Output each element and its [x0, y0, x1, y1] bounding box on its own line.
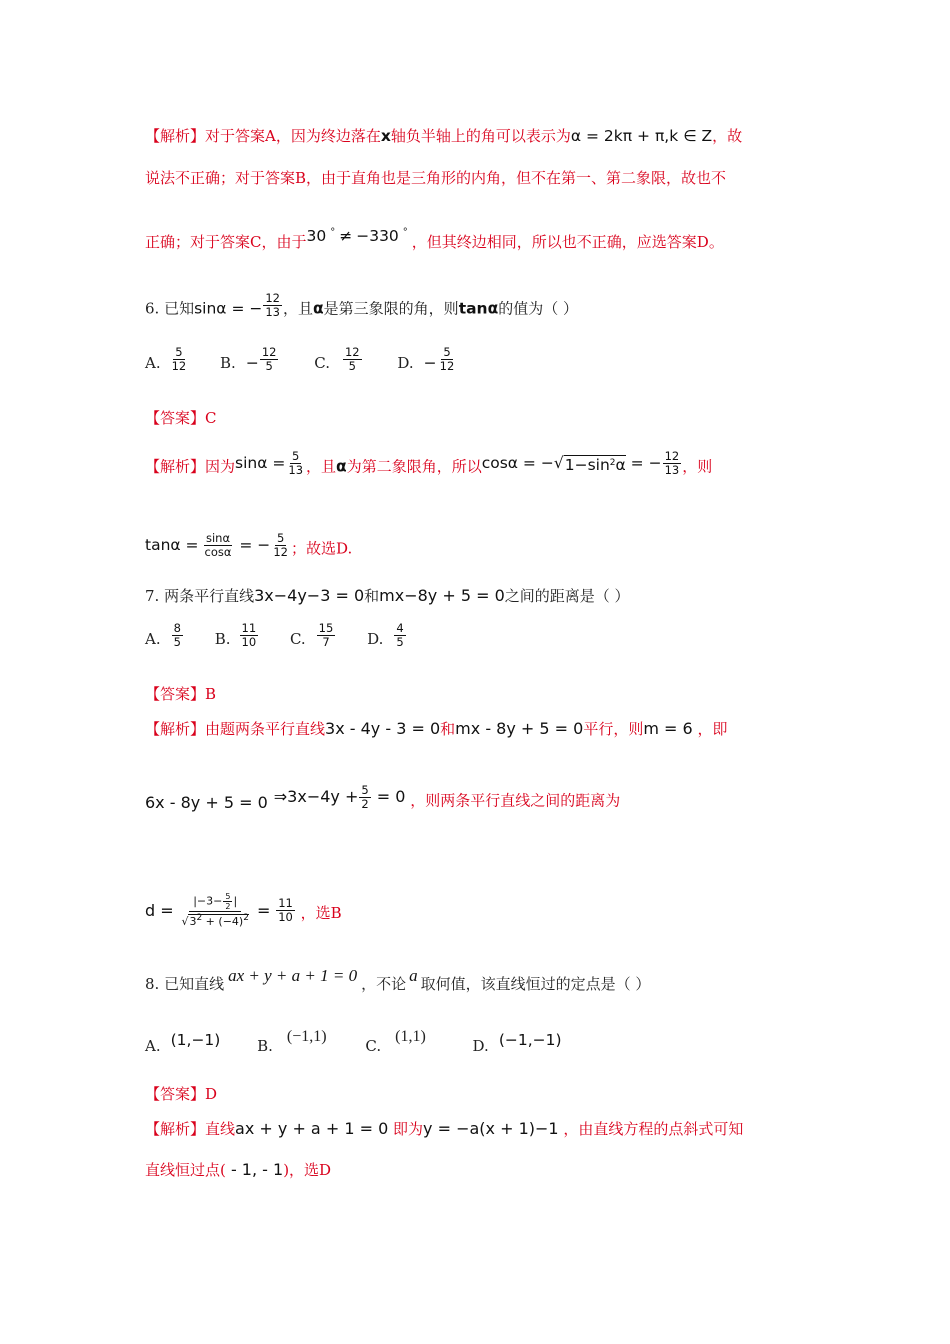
q7-solution-line-2: 6x - 8y + 5 = 0 ⇒3x−4y + $\frac{5}{2}$ = 0 ，则两条平行直线之间的距离为 — [145, 783, 621, 812]
q8-options — [145, 1028, 562, 1057]
distance-fraction: |−3− $\frac{5}{2}$ | $√3^2 + (-4)^2$ — [181, 892, 249, 928]
q6-option-c: C. $\frac{12}{5}$ — [314, 345, 360, 373]
q7-option-c: C. $\frac{15}{7}$ — [289, 621, 334, 649]
q5-solution-line-2: 说法不正确；对于答案B，由于直角也是三角形的内角，但不在第一、第二象限，故也不 — [145, 169, 727, 187]
q6-answer: 【答案】C — [145, 409, 217, 427]
q7-answer: 【答案】B — [145, 685, 217, 703]
q7-solution-line-3: d = |−3− $\frac{5}{2}$ | $√3^2 + (-4)^2$ = $\frac{11}{10}$ ，选B — [145, 892, 342, 928]
q6-stem: 6. 已知sinα = − $\frac{12}{13}$ ，且α是第三象限的角，则tanα的值为（ ） — [145, 291, 579, 319]
q8-stem: 8. 已知直线 ax + y + a + 1 = 0 ，不论 a 取何值，该直线恒过的定点是（ ） — [145, 966, 651, 993]
q6-options — [145, 345, 457, 377]
q6-solution-line-1: 【解析】因为sinα = $\frac{5}{13}$ ，且α为第二象限角，所以$\cos\alpha = -√1-\sin^2\alpha$ = − $\frac{12}{13}$ ，则 — [145, 449, 713, 477]
q8-solution-line-2: 直线恒过点( - 1, - 1)，选D — [145, 1160, 332, 1179]
q7-option-d: D. $\frac{4}{5}$ — [367, 621, 404, 649]
sqrt-icon: √ — [553, 453, 564, 472]
q8-solution-line-1: 【解析】直线ax + y + a + 1 = 0 即为y = −a(x + 1)−1 ，由直线方程的点斜式可知 — [145, 1119, 744, 1138]
q6-option-b: B. − $\frac{12}{5}$ — [220, 345, 277, 373]
q7-options — [145, 621, 407, 653]
q7-stem: 7. 两条平行直线3x−4y−3 = 0和mx−8y + 5 = 0之间的距离是（ ） — [145, 586, 630, 605]
q8-option-c: C.(1,1) — [365, 1028, 426, 1055]
q6-option-a: A. $\frac{5}{12}$ — [145, 345, 187, 373]
q5-solution-line-3: 正确；对于答案C，由于30 ° ≠ −330 °，但其终边相同，所以也不正确，应选答案D。 — [145, 227, 724, 251]
q7-option-b: B. $\frac{11}{10}$ — [214, 621, 257, 649]
q6-stem-fraction: $\frac{12}{13}$ — [265, 291, 280, 319]
q8-option-d: D. (−1,−1) — [472, 1031, 562, 1055]
sqrt-icon: √ — [181, 915, 189, 928]
q6-solution-line-2: tanα = $\frac{\sin\alpha}{\cos\alpha}$ = − $\frac{5}{12}$ ；故选D. — [145, 531, 353, 559]
q8-answer: 【答案】D — [145, 1085, 218, 1103]
q7-solution-line-1: 【解析】由题两条平行直线3x - 4y - 3 = 0和mx - 8y + 5 = 0平行，则m = 6 ，即 — [145, 719, 728, 738]
jiexi-tag: 【解析】 — [145, 127, 206, 145]
q5-solution-line-1: 【解析】对于答案A，因为终边落在x轴负半轴上的角可以表示为α = 2kπ + π,k ∈ Z，故 — [145, 127, 743, 145]
q8-option-a: A. (1,−1) — [145, 1031, 221, 1055]
q7-option-a: A. $\frac{8}{5}$ — [145, 621, 181, 649]
q8-option-b: B.(−1,1) — [257, 1028, 327, 1055]
q6-option-d: D. − $\frac{5}{12}$ — [397, 345, 455, 373]
